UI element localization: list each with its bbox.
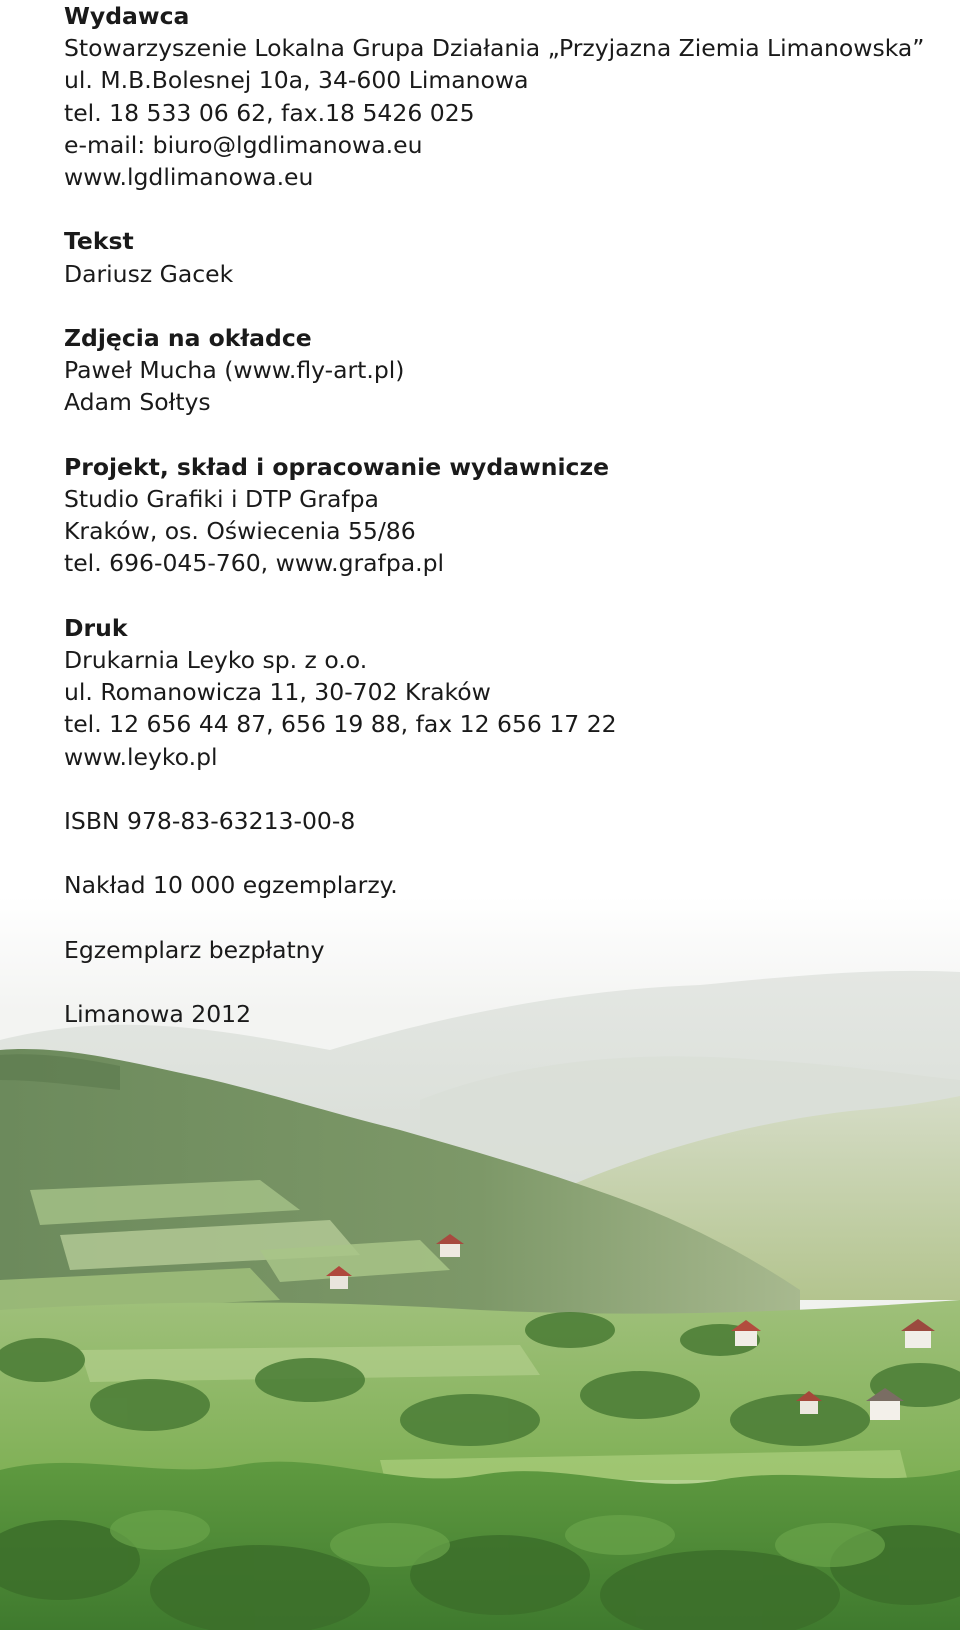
publisher-address: ul. M.B.Bolesnej 10a, 34-600 Limanowa (64, 66, 529, 95)
cover-photos-heading: Zdjęcia na okładce (64, 324, 312, 352)
design-studio-contact: tel. 696-045-760, www.grafpa.pl (64, 549, 445, 578)
circulation: Nakład 10 000 egzemplarzy. (64, 871, 398, 900)
publisher-heading: Wydawca (64, 2, 190, 30)
cover-photos-section (64, 322, 944, 419)
publisher-email: e-mail: biuro@lgdlimanowa.eu (64, 130, 423, 159)
publisher-phone: tel. 18 533 06 62, fax.18 5426 025 (64, 98, 475, 127)
design-studio-address: Kraków, os. Oświecenia 55/86 (64, 517, 416, 546)
publisher-section (64, 0, 944, 193)
text-author-name: Dariusz Gacek (64, 259, 234, 288)
printer-address: ul. Romanowicza 11, 30-702 Kraków (64, 678, 491, 707)
place-year: Limanowa 2012 (64, 1000, 252, 1029)
print-section (64, 612, 944, 773)
printer-name: Drukarnia Leyko sp. z o.o. (64, 646, 368, 674)
design-section (64, 451, 944, 580)
design-heading: Projekt, skład i opracowanie wydawnicze (64, 452, 610, 481)
printer-website: www.leyko.pl (64, 742, 218, 771)
text-author-heading: Tekst (64, 227, 134, 256)
text-author-section (64, 225, 944, 289)
isbn: ISBN 978-83-63213-00-8 (64, 807, 356, 835)
free-copy-section (64, 934, 944, 966)
isbn-section (64, 805, 944, 837)
publisher-website: www.lgdlimanowa.eu (64, 163, 314, 192)
place-year-section (64, 998, 944, 1030)
free-copy-note: Egzemplarz bezpłatny (64, 935, 325, 964)
colophon (64, 0, 944, 1063)
circulation-section (64, 869, 944, 901)
cover-photographer-1: Paweł Mucha (www.fly-art.pl) (64, 356, 405, 385)
publisher-name: Stowarzyszenie Lokalna Grupa Działania „Przyjazna Ziemia Limanowska” (64, 34, 925, 63)
cover-photographer-2: Adam Sołtys (64, 388, 211, 417)
print-heading: Druk (64, 613, 128, 642)
printer-phone: tel. 12 656 44 87, 656 19 88, fax 12 656 17 22 (64, 710, 617, 739)
design-studio-name: Studio Grafiki i DTP Grafpa (64, 485, 379, 513)
